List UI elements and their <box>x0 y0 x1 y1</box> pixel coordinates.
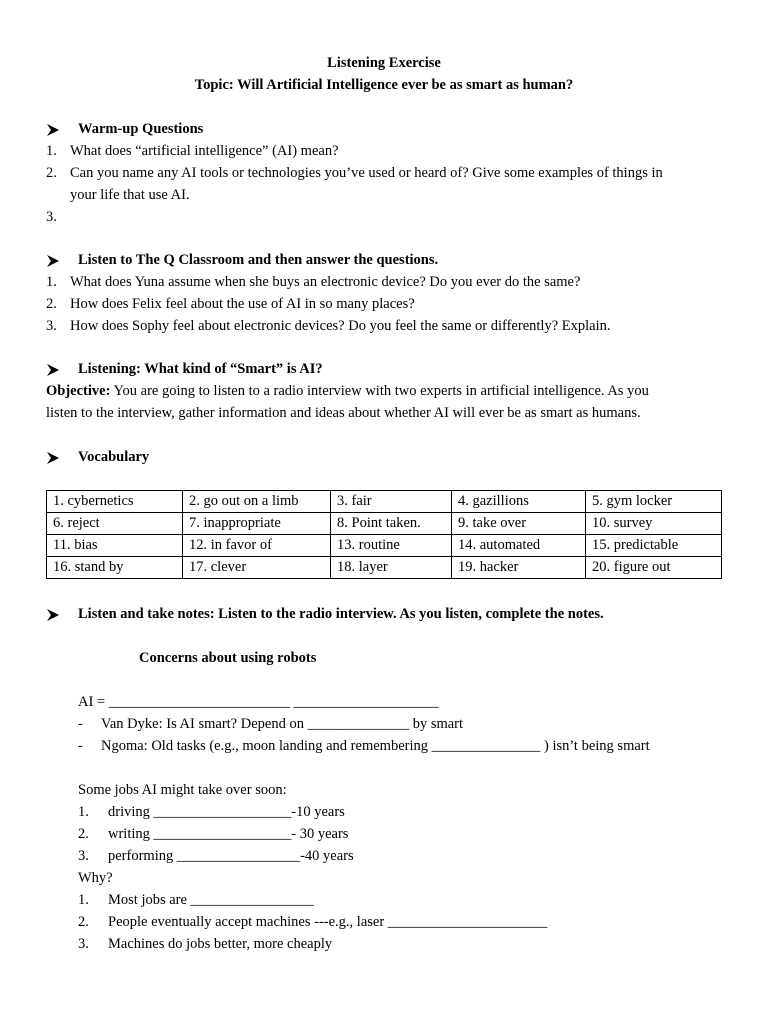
notes-subheading: Concerns about using robots <box>139 650 317 666</box>
list-item: writing ___________________- 30 years <box>108 826 349 842</box>
vocab-cell: 4. gazillions <box>452 491 586 513</box>
list-item-continuation: your life that use AI. <box>70 187 190 203</box>
list-item: What does Yuna assume when she buys an electronic device? Do you ever do the same? <box>70 274 581 290</box>
vocab-cell: 15. predictable <box>586 535 722 557</box>
notes-heading: Listen and take notes: Listen to the radio interview. As you listen, complete the notes. <box>78 606 604 622</box>
document-title: Listening Exercise <box>327 55 441 71</box>
list-item: Can you name any AI tools or technologies you’ve used or heard of? Give some examples of things in <box>70 165 663 181</box>
arrow-bullet-icon <box>46 451 60 465</box>
table-row <box>47 535 722 557</box>
vocabulary-table <box>46 490 722 579</box>
list-item: People eventually accept machines ---e.g., laser ______________________ <box>108 914 548 930</box>
objective-text-continuation: listen to the interview, gather information and ideas about whether AI will ever be as smart as humans. <box>46 405 641 421</box>
vocab-cell: 8. Point taken. <box>331 513 452 535</box>
table-row <box>47 491 722 513</box>
vocab-cell: 3. fair <box>331 491 452 513</box>
list-item: Van Dyke: Is AI smart? Depend on ______________ by smart <box>101 716 464 732</box>
objective-label: Objective: <box>46 383 111 399</box>
list-number: 3. <box>78 848 89 864</box>
list-number: 3. <box>46 318 57 334</box>
vocab-cell: 16. stand by <box>47 557 183 579</box>
list-number: 3. <box>78 936 89 952</box>
list-dash: - <box>78 716 83 732</box>
list-item: driving ___________________-10 years <box>108 804 345 820</box>
list-number: 3. <box>46 209 57 225</box>
vocab-cell: 14. automated <box>452 535 586 557</box>
vocab-cell: 18. layer <box>331 557 452 579</box>
vocab-cell: 11. bias <box>47 535 183 557</box>
q-classroom-heading: Listen to The Q Classroom and then answer the questions. <box>78 252 439 268</box>
table-row <box>47 557 722 579</box>
objective-text: You are going to listen to a radio interview with two experts in artificial intelligence. As you <box>110 383 649 399</box>
list-number: 2. <box>78 826 89 842</box>
vocab-cell: 12. in favor of <box>183 535 331 557</box>
list-item: What does “artificial intelligence” (AI) mean? <box>70 143 339 159</box>
list-number: 1. <box>78 804 89 820</box>
list-number: 1. <box>78 892 89 908</box>
vocab-cell: 19. hacker <box>452 557 586 579</box>
vocab-cell: 7. inappropriate <box>183 513 331 535</box>
vocab-cell: 20. figure out <box>586 557 722 579</box>
vocabulary-heading: Vocabulary <box>78 449 150 465</box>
arrow-bullet-icon <box>46 363 60 377</box>
objective-paragraph <box>46 380 649 402</box>
list-item: performing _________________-40 years <box>108 848 354 864</box>
vocab-cell: 6. reject <box>47 513 183 535</box>
list-number: 2. <box>46 165 57 181</box>
warmup-heading: Warm-up Questions <box>78 121 204 137</box>
list-item: How does Felix feel about the use of AI in so many places? <box>70 296 415 312</box>
arrow-bullet-icon <box>46 123 60 137</box>
list-number: 1. <box>46 274 57 290</box>
list-item: Machines do jobs better, more cheaply <box>108 936 333 952</box>
vocab-cell: 1. cybernetics <box>47 491 183 513</box>
vocab-cell: 17. clever <box>183 557 331 579</box>
vocab-cell: 5. gym locker <box>586 491 722 513</box>
ai-definition-line: AI = _________________________ ____________________ <box>78 694 439 710</box>
list-item: Ngoma: Old tasks (e.g., moon landing and remembering _______________ ) isn’t being smart <box>101 738 650 754</box>
vocab-cell: 13. routine <box>331 535 452 557</box>
list-number: 2. <box>46 296 57 312</box>
list-item: How does Sophy feel about electronic devices? Do you feel the same or differently? Explain. <box>70 318 611 334</box>
list-number: 1. <box>46 143 57 159</box>
list-item: Most jobs are _________________ <box>108 892 314 908</box>
arrow-bullet-icon <box>46 608 60 622</box>
arrow-bullet-icon <box>46 254 60 268</box>
jobs-intro: Some jobs AI might take over soon: <box>78 782 287 798</box>
vocab-cell: 10. survey <box>586 513 722 535</box>
listening-heading: Listening: What kind of “Smart” is AI? <box>78 361 323 377</box>
why-label: Why? <box>78 870 113 886</box>
vocab-cell: 2. go out on a limb <box>183 491 331 513</box>
list-dash: - <box>78 738 83 754</box>
table-row <box>47 513 722 535</box>
list-number: 2. <box>78 914 89 930</box>
vocab-cell: 9. take over <box>452 513 586 535</box>
document-topic: Topic: Will Artificial Intelligence ever be as smart as human? <box>194 77 574 93</box>
